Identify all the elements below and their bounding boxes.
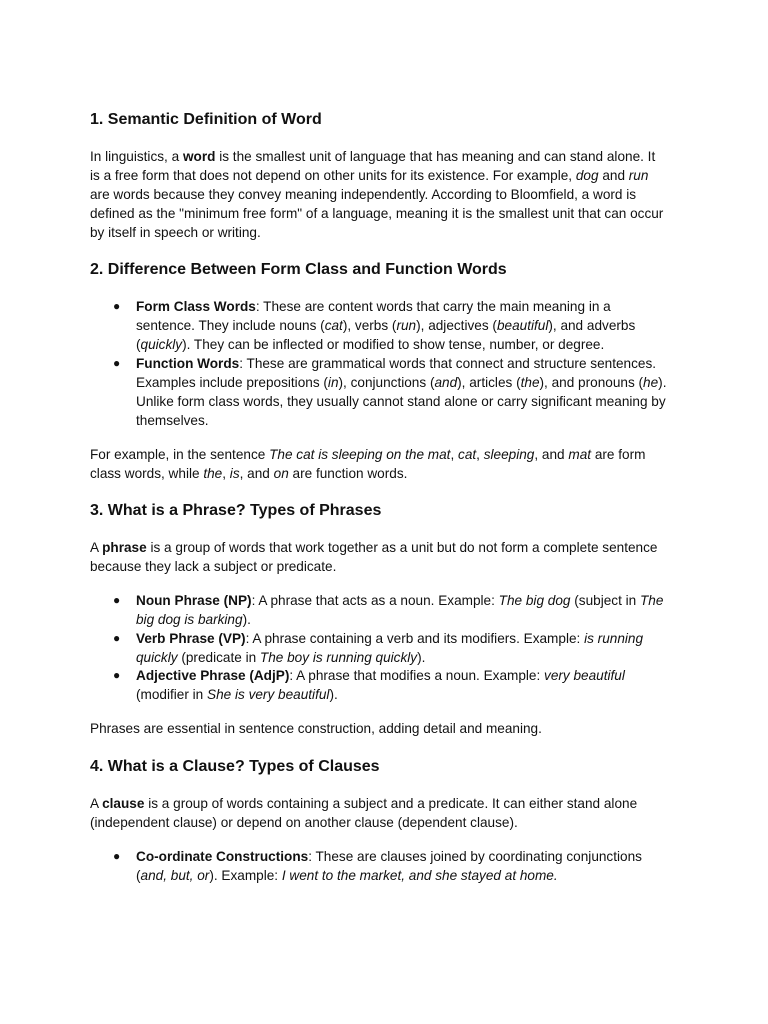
text-run: ), conjunctions (: [338, 375, 435, 390]
italic-text: in: [327, 375, 339, 390]
text-line: [136, 666, 696, 685]
italic-text: he: [643, 375, 659, 390]
text-run: is a free form that does not depend on other units for its existence. For example,: [90, 168, 576, 183]
text-run: : These are clauses joined by coordinating conjunctions: [308, 849, 642, 864]
italic-text: sleeping: [483, 447, 535, 462]
text-run: is a group of words containing a subject and a predicate. It can either stand alone: [144, 796, 638, 811]
text-run: ).: [417, 650, 426, 665]
text-line: [90, 757, 380, 776]
italic-text: The big dog: [498, 593, 571, 608]
text-run: ).: [242, 612, 251, 627]
text-run: , and: [534, 447, 569, 462]
text-run: sentence. They include nouns (: [136, 318, 325, 333]
text-line: [136, 685, 696, 704]
bullet-icon: ●: [113, 299, 121, 313]
text-run: 4. What is a Clause? Types of Clauses: [90, 758, 380, 775]
bullet-item-2: [136, 354, 696, 430]
text-line: [90, 185, 690, 204]
bullet-icon: ●: [113, 631, 121, 645]
bullet-item-4: [136, 629, 696, 667]
text-run: (independent clause) or depend on another clause (dependent clause).: [90, 815, 518, 830]
text-run: ), and pronouns (: [539, 375, 644, 390]
text-run: 3. What is a Phrase? Types of Phrases: [90, 502, 382, 519]
italic-text: cat: [458, 447, 477, 462]
bold-text: Co-ordinate Constructions: [136, 849, 309, 864]
text-line: [136, 316, 696, 335]
text-run: is the smallest unit of language that has meaning and can stand alone. It: [215, 149, 656, 164]
text-run: class words, while: [90, 466, 204, 481]
text-run: (predicate in: [177, 650, 260, 665]
italic-text: I went to the market, and she stayed at home.: [281, 868, 558, 883]
text-run: ).: [329, 687, 338, 702]
bold-text: word: [182, 149, 216, 164]
text-line: [90, 538, 690, 557]
bullet-icon: ●: [113, 356, 121, 370]
bold-text: Adjective Phrase (AdjP): [136, 668, 290, 683]
text-run: are form: [591, 447, 646, 462]
text-run: ), adjectives (: [416, 318, 497, 333]
text-line: [136, 648, 696, 667]
text-run: A: [90, 540, 103, 555]
bold-text: phrase: [102, 540, 147, 555]
text-line: [90, 464, 690, 483]
section-heading-3: [90, 501, 381, 520]
text-run: ).: [658, 375, 667, 390]
italic-text: The boy is running quickly: [259, 650, 418, 665]
text-line: [136, 866, 696, 885]
italic-text: the: [520, 375, 540, 390]
text-run: : These are grammatical words that connect and structure sentences.: [239, 356, 657, 371]
text-run: : A phrase that acts as a noun. Example:: [251, 593, 499, 608]
text-run: ). Example:: [209, 868, 282, 883]
text-run: ). They can be inflected or modified to show tense, number, or degree.: [182, 337, 605, 352]
text-run: 1. Semantic Definition of Word: [90, 111, 322, 128]
italic-text: is running: [584, 631, 644, 646]
text-run: themselves.: [136, 413, 209, 428]
text-line: [136, 591, 696, 610]
section-heading-2: [90, 260, 507, 279]
paragraph-5: [90, 794, 690, 832]
bullet-item-6: [136, 847, 696, 885]
italic-text: very beautiful: [544, 668, 625, 683]
text-line: [90, 557, 690, 576]
italic-text: She is very beautiful: [207, 687, 330, 702]
bullet-icon: ●: [113, 668, 121, 682]
text-line: [90, 501, 381, 520]
bold-text: Noun Phrase (NP): [136, 593, 252, 608]
text-run: : A phrase containing a verb and its modifiers. Example:: [245, 631, 585, 646]
bold-text: Verb Phrase (VP): [136, 631, 246, 646]
text-run: is a group of words that work together as a unit but do not form a complete sentence: [146, 540, 658, 555]
text-line: [90, 204, 690, 223]
text-run: (subject in: [570, 593, 640, 608]
italic-text: dog: [575, 168, 599, 183]
text-line: [90, 166, 690, 185]
text-run: Examples include prepositions (: [136, 375, 328, 390]
text-line: [136, 847, 696, 866]
italic-text: and: [434, 375, 458, 390]
italic-text: beautiful: [496, 318, 549, 333]
italic-text: quickly: [136, 650, 178, 665]
text-line: [90, 110, 322, 129]
text-line: [90, 223, 690, 242]
text-run: ,: [476, 447, 484, 462]
text-run: (: [136, 868, 141, 883]
text-run: : These are content words that carry the main meaning in a: [255, 299, 611, 314]
text-run: For example, in the sentence: [90, 447, 270, 462]
bullet-item-3: [136, 591, 696, 629]
text-run: ,: [222, 466, 230, 481]
bullet-icon: ●: [113, 593, 121, 607]
text-line: [136, 335, 696, 354]
text-run: ), verbs (: [342, 318, 397, 333]
text-run: because they lack a subject or predicate.: [90, 559, 337, 574]
text-line: [136, 411, 696, 430]
bullet-item-5: [136, 666, 696, 704]
italic-text: The cat is sleeping on the mat: [269, 447, 451, 462]
section-heading-1: [90, 110, 322, 129]
paragraph-3: [90, 538, 690, 576]
text-line: [136, 392, 696, 411]
italic-text: run: [628, 168, 649, 183]
section-heading-4: [90, 757, 380, 776]
text-line: [90, 260, 507, 279]
italic-text: the: [203, 466, 223, 481]
paragraph-4: [90, 719, 690, 738]
text-run: Unlike form class words, they usually cannot stand alone or carry significant meaning by: [136, 394, 666, 409]
paragraph-1: [90, 147, 690, 242]
text-run: are words because they convey meaning independently. According to Bloomfield, a word is: [90, 187, 637, 202]
text-line: [136, 629, 696, 648]
italic-text: run: [396, 318, 417, 333]
bold-text: Form Class Words: [136, 299, 256, 314]
text-line: [90, 147, 690, 166]
text-run: defined as the "minimum free form" of a language, meaning it is the smallest unit that can occur: [90, 206, 664, 221]
text-run: by itself in speech or writing.: [90, 225, 261, 240]
italic-text: on: [273, 466, 289, 481]
italic-text: quickly: [140, 337, 183, 352]
bold-text: clause: [102, 796, 145, 811]
text-line: [90, 445, 690, 464]
text-line: [136, 354, 696, 373]
paragraph-2: [90, 445, 690, 483]
bullet-item-1: [136, 297, 696, 354]
text-line: [136, 373, 696, 392]
text-line: [90, 813, 690, 832]
text-line: [136, 610, 696, 629]
italic-text: mat: [568, 447, 592, 462]
italic-text: The: [640, 593, 664, 608]
text-line: [90, 794, 690, 813]
italic-text: big dog is barking: [136, 612, 243, 627]
italic-text: and, but, or: [140, 868, 210, 883]
text-run: , and: [239, 466, 274, 481]
text-run: (: [136, 337, 141, 352]
text-line: [90, 719, 690, 738]
text-run: Phrases are essential in sentence construction, adding detail and meaning.: [90, 721, 542, 736]
text-run: ,: [450, 447, 459, 462]
italic-text: cat: [324, 318, 343, 333]
italic-text: is: [229, 466, 240, 481]
text-run: (modifier in: [136, 687, 208, 702]
text-run: ), and adverbs: [548, 318, 636, 333]
bold-text: Function Words: [136, 356, 240, 371]
text-run: 2. Difference Between Form Class and Function Words: [90, 261, 507, 278]
text-run: A: [90, 796, 103, 811]
text-run: : A phrase that modifies a noun. Example:: [289, 668, 545, 683]
text-run: are function words.: [288, 466, 408, 481]
bullet-icon: ●: [113, 849, 121, 863]
text-run: ), articles (: [457, 375, 521, 390]
text-run: and: [598, 168, 629, 183]
text-run: In linguistics, a: [90, 149, 183, 164]
text-line: [136, 297, 696, 316]
